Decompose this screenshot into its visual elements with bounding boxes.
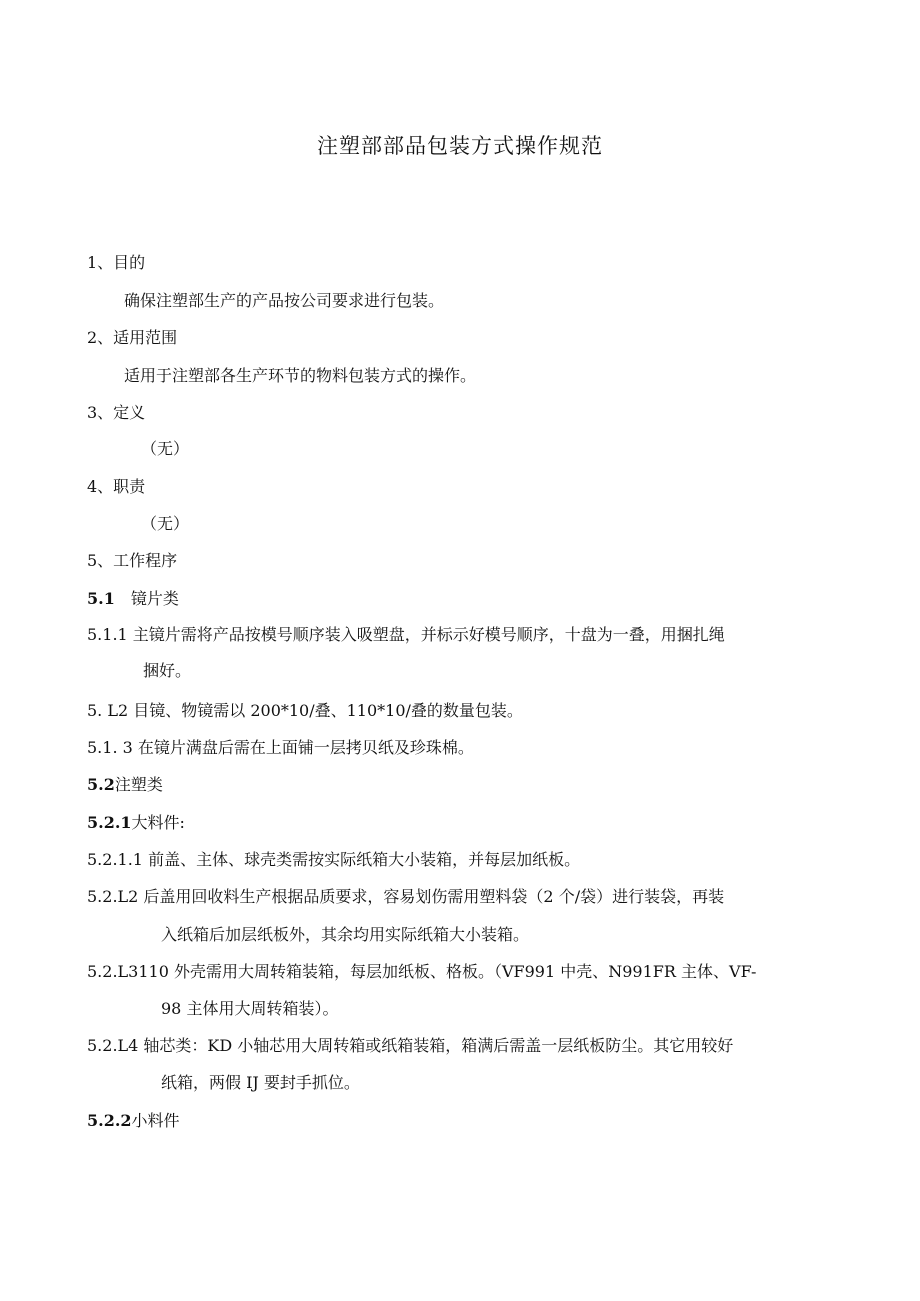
section-5-2-1-heading: [87, 813, 185, 833]
section-5-2-1-3-line-1: 5.2.L3110 外壳需用大周转箱装箱，每层加纸板、格板。（VF991 中壳、N991FR 主体、VF-: [87, 962, 757, 981]
section-2-heading: 2、适用范围: [87, 328, 178, 347]
section-5-2-1-4-line-2: 纸箱，两假 IJ 要封手抓位。: [161, 1073, 360, 1092]
section-5-2-2-number: 5.2.2: [87, 1111, 132, 1130]
section-5-2-1-1: 5.2.1.1 前盖、主体、球壳类需按实际纸箱大小装箱，并每层加纸板。: [87, 850, 581, 869]
section-5-2-1-number: 5.2.1: [87, 813, 132, 832]
section-5-1-3: 5.1. 3 在镜片满盘后需在上面铺一层拷贝纸及珍珠棉。: [87, 738, 474, 757]
section-5-1-heading: [87, 589, 179, 609]
document-title: 注塑部部品包装方式操作规范: [317, 134, 603, 158]
section-1-heading: 1、目的: [87, 253, 146, 272]
section-5-1-number: 5.1: [87, 589, 115, 608]
section-4-heading: 4、职责: [87, 477, 146, 496]
section-5-1-1-line-2: 捆好。: [143, 661, 192, 680]
section-2-body: 适用于注塑部各生产环节的物料包装方式的操作。: [124, 366, 477, 385]
section-5-2-1-title: 大料件:: [131, 813, 185, 832]
section-5-1-title: 镜片类: [130, 589, 179, 608]
section-5-2-heading: [87, 775, 163, 795]
section-5-2-number: 5.2: [87, 775, 115, 794]
section-4-body: （无）: [141, 514, 190, 533]
section-5-1-1-line-1: 5.1.1 主镜片需将产品按模号顺序装入吸塑盘，并标示好模号顺序，十盘为一叠，用捆扎绳: [87, 625, 725, 644]
section-3-body: （无）: [141, 439, 190, 458]
section-5-2-2-heading: [87, 1111, 180, 1131]
section-3-heading: 3、定义: [87, 403, 146, 422]
section-5-2-1-3-line-2: 98 主体用大周转箱装）。: [161, 999, 339, 1018]
section-5-2-1-4-line-1: 5.2.L4 轴芯类：KD 小轴芯用大周转箱或纸箱装箱，箱满后需盖一层纸板防尘。其它用较好: [87, 1036, 734, 1055]
section-5-2-2-title: 小料件: [131, 1111, 180, 1130]
section-5-heading: 5、工作程序: [87, 551, 178, 570]
section-5-2-1-2-line-2: 入纸箱后加层纸板外，其余均用实际纸箱大小装箱。: [161, 925, 530, 944]
section-5-2-title: 注塑类: [114, 775, 163, 794]
section-1-body: 确保注塑部生产的产品按公司要求进行包装。: [124, 291, 445, 310]
section-5-2-1-2-line-1: 5.2.L2 后盖用回收料生产根据品质要求，容易划伤需用塑料袋（2 个/袋）进行装袋，再装: [87, 887, 725, 906]
section-5-1-2: 5. L2 目镜、物镜需以 200*10/叠、110*10/叠的数量包装。: [87, 701, 523, 720]
